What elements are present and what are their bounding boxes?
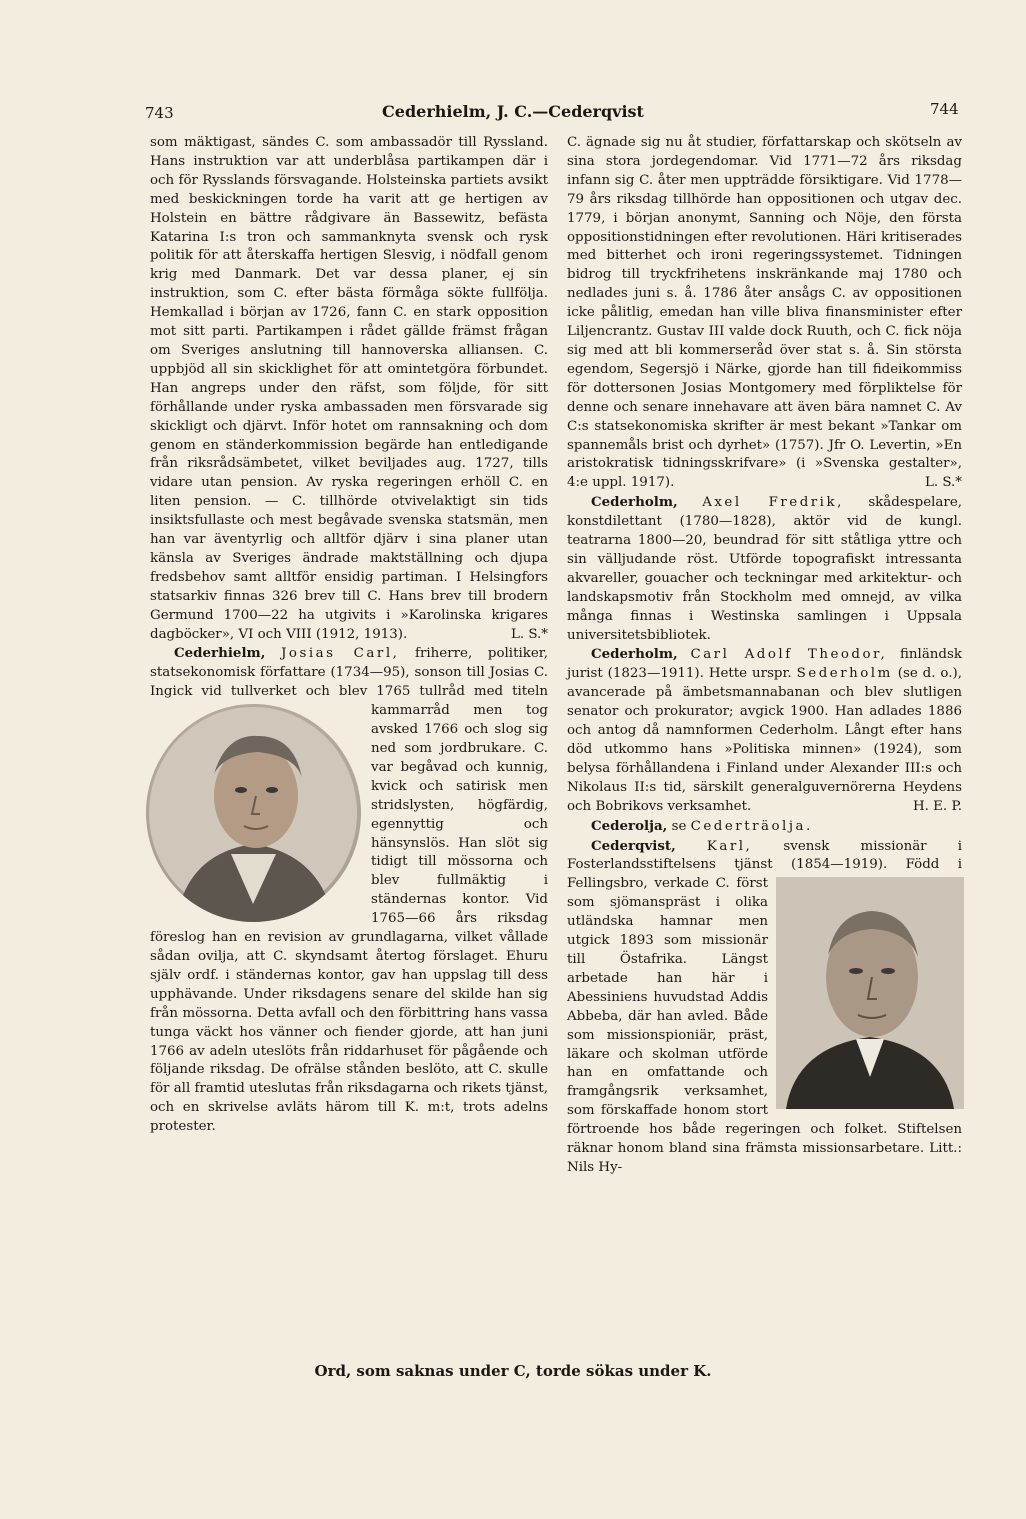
- article-cederhielm-josias-carl: [150, 644, 548, 1137]
- article-text: i Fellingsbro, verkade C. först som sjömanspräst i olika utländska hamnar men utgick 1893 som missionär till Östafrika. Längst arbetade han här i Abessiniens huvudstad Addis Abbeba, där han avled. Både som missionspioniär, präst, läkare och skolman utförde han en omfattande och framgångsrik verksamhet, som förskaffade honom stort förtroende hos både regeringen och folket. Stiftelsen räknar honom bland sina främsta missionsarbetare. Litt.: Nils Hy-: [567, 857, 962, 1175]
- entry-headword: Cederhielm,: [174, 645, 266, 662]
- article-cederholm-axel-fredrik: [567, 493, 962, 645]
- article-text: svensk missionär i Fosterlandsstiftelsens tjänst (1854—1919). Född: [567, 838, 962, 873]
- portrait-cederqvist-image: [776, 877, 964, 1109]
- portrait-engraving-icon: [146, 704, 361, 922]
- portrait-cederhielm-image: [146, 704, 361, 922]
- right-column: [567, 134, 962, 1178]
- entry-name: Josias Carl,: [281, 646, 400, 662]
- article-cederhielm-josias-carl-continued: [567, 134, 962, 493]
- entry-headword: Cederqvist,: [591, 837, 676, 854]
- entry-headword: Cederolja,: [591, 817, 668, 834]
- author-signature: H. E. P.: [912, 798, 962, 814]
- running-head: Cederhielm, J. C.—Cederqvist: [382, 102, 644, 121]
- left-column: [150, 134, 548, 1137]
- entry-name: Carl Adolf Theodor,: [690, 647, 888, 663]
- article-cederholm-carl-adolf-theodor: [567, 645, 962, 816]
- article-text: men tog avsked 1766 och slog sig ned som jordbrukare. C. var begåvad och kunnig, kvick och satirisk men stridslysten, högfärdig, egennyttig och hänsynslös. Han slöt sig tidigt till mössorna och blev fullmäktig i ständernas kontor. Vid 1765—66 års riksdag föreslog han en revision av grundlagarna, vilket vållade sådan ovilja, att C. skyndsamt återtog förslaget. Ehuru själv ordf. i ständernas kontor, gav han uppslag till dess upphävande. Under riksdagens senare del skilde han sig från mössorna. Detta avfall och den förbittring hans vassa tunga väckt hos vänner och fiender gjorde, att han juni 1766 av adeln uteslöts från riddarhuset för pågående och följande riksdag. De ofrälse stånden beslöto, att C. skulle för all framtid uteslutas från riksdagarna och rikets tjänst, och en skrivelse avläts härom till K. m:t, trots adelns protester.: [150, 703, 548, 1135]
- entry-headword: Cederholm,: [591, 494, 678, 511]
- portrait-photo-icon: [776, 877, 964, 1109]
- page-header: [0, 100, 1026, 126]
- article-text: (se d. o.), avancerade på ämbetsmannabanan och blev slutligen senator och prokurator; avgick 1900. Han adlades 1886 och antog då namnformen Cederholm. Långt efter hans död utkommo hans »Politiska minnen» (1924), som belysa förhållandena i Finland under Alexander III:s och Nikolaus II:s tid, särskilt generalguvernörerna Heydens och Bobrikovs verksamhet.: [567, 666, 962, 814]
- cross-reference-name: Cederträolja.: [690, 818, 813, 834]
- entry-name: Axel Fredrik,: [702, 495, 844, 511]
- author-signature: L. S.*: [510, 626, 548, 642]
- entry-name: Karl,: [706, 838, 753, 854]
- article-text: finländsk jurist (1823—1911). Hette urspr.: [567, 647, 962, 682]
- article-text: C. ägnade sig nu åt studier, författarskap och skötseln av sina stora jordegendomar. Vid 1771—72 års riksdag infann sig C. åter men uppträdde försiktigare. Vid 1778—79 års riksdag tillhörde han oppositionen och utgav dec. 1779, i början anonymt, Sanning och Nöje, den första oppositionstidningen efter revolutionen. Häri kritiserades med bitterhet och ironi regeringssystemet. Tidningen bidrog till tryckfrihetens inskränkande maj 1780 och nedlades juni s. å. 1786 åter ansågs C. av oppositionen icke pålitlig, emedan han ville bliva finansminister efter Liljencrantz. Gustav III valde dock Ruuth, och C. fick nöja sig med att bli kommerseråd över stat s. å. Sin största egendom, Segersjö i Närke, gjorde han till fideikommiss för dottersonen Josias Montgomery med förpliktelse för denne och senare innehavare att även bära namnet C. Av C:s statsekonomiska skrifter är mest bekant »Tankar om spannemåls brist och dyrhet» (1757). Jfr O. Levertin, »En aristokratisk tidningsskrifvare» (i »Svenska gestalter», 4:e uppl. 1917).: [567, 135, 962, 491]
- article-text: friherre, politiker, statsekonomisk författare (1734—95), sonson till Josias C. Ingick vid tullverket och blev 1765 tullråd med titeln kammarråd: [150, 646, 548, 719]
- cross-reference-name: Sederholm: [796, 666, 893, 682]
- article-cederhielm-jc-continued: [150, 134, 548, 644]
- entry-headword: Cederholm,: [591, 646, 678, 663]
- page-number-right: 744: [930, 100, 959, 118]
- page-number-left: 743: [145, 104, 174, 122]
- article-text: som mäktigast, sändes C. som ambassadör till Ryssland. Hans instruktion var att underblåsa partikampen där i och för Rysslands försvagande. Holsteinska partiets avsikt med beskickningen torde ha varit att ge hertigen av Holstein en bättre rådgivare än Bassewitz, befästa Katarina I:s tron och sammanknyta svensk och rysk politik för att återskaffa hertigen Slesvig, i nödfall genom krig med Danmark. Det var dessa planer, ej sin instruktion, som C. efter bästa förmåga sökte fullfölja. Hemkallad i början av 1726, fann C. en stark opposition mot sitt parti. Partikampen i rådet gällde främst frågan om Sveriges anslutning till hannoverska alliansen. C. uppbjöd all sin skicklighet för att omintetgöra förbundet. Han angreps under den räfst, som följde, för sitt förhållande under ryska ambassaden men försvarade sig skickligt och djärvt. Inför hotet om rannsakning och dom genom en ständerkommission begärde han entledigande från riksrådsämbetet, vilket beviljades aug. 1727, tills vidare utan pension. Av ryska regeringen erhöll C. en liten pension. — C. tillhörde otvivelaktigt sin tids insiktsfullaste och mest begåvade svenska statsmän, men han var äventyrlig och alltför djärv i sina planer utan känsla av Sveriges ändrade maktställning och djupa fredsbehov samt alltför ensidig partiman. I Helsingfors statsarkiv finnas 326 brev till C. Hans brev till brodern Germund 1700—22 ha utgivits i »Karolinska krigares dagböcker», VI och VIII (1912, 1913).: [150, 135, 548, 642]
- article-cederqvist-karl: [567, 837, 962, 1178]
- article-text: se: [667, 818, 691, 834]
- article-cederolja: [567, 817, 962, 837]
- page-footer-note: Ord, som saknas under C, torde sökas under K.: [314, 1362, 712, 1380]
- article-text: skådespelare, konstdilettant (1780—1828), aktör vid de kungl. teatrarna 1800—20, beundrad för sitt ståtliga yttre och sin välljudande röst. Utförde topografiskt intressanta akvareller, gouacher och teckningar med arkitektur- och landskapsmotiv från Stockholm med omnejd, av vilka många finnas i Westinska samlingen i Uppsala universitetsbibliotek.: [567, 495, 962, 643]
- author-signature: L. S.*: [924, 475, 962, 491]
